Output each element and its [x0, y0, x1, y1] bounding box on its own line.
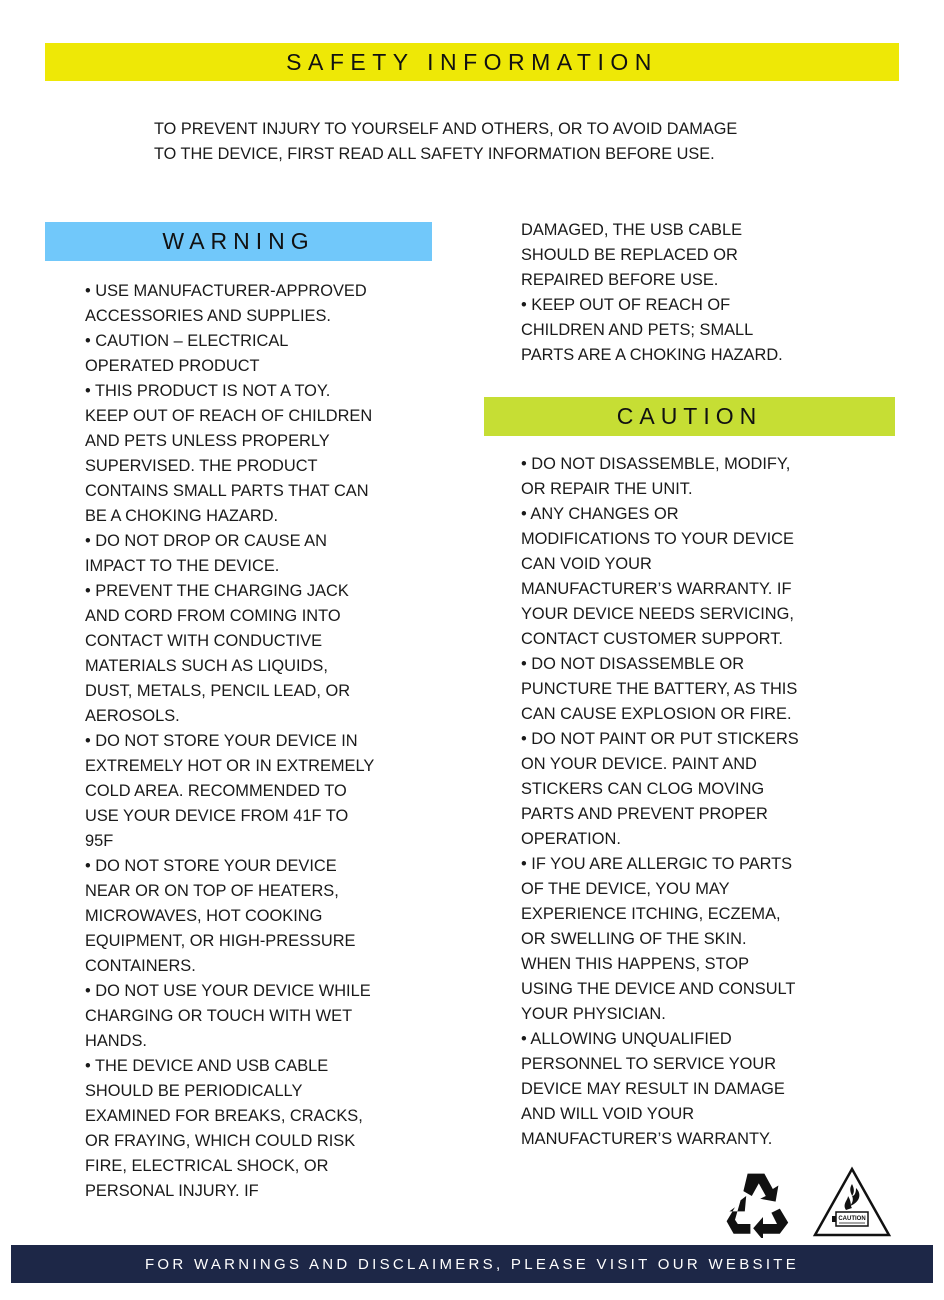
- list-item-line: IMPACT TO THE DEVICE.: [85, 557, 280, 575]
- list-item-line: CONTACT CUSTOMER SUPPORT.: [521, 630, 783, 648]
- list-item-line: AEROSOLS.: [85, 707, 180, 725]
- intro-text: [154, 117, 814, 167]
- list-item-line: OPERATION.: [521, 830, 621, 848]
- list-item-line: CHARGING OR TOUCH WITH WET: [85, 1007, 353, 1025]
- list-item-line: • CAUTION – ELECTRICAL: [85, 332, 289, 350]
- list-item-line: STICKERS CAN CLOG MOVING: [521, 780, 765, 798]
- list-item-line: HANDS.: [85, 1032, 147, 1050]
- list-item-line: USING THE DEVICE AND CONSULT: [521, 980, 796, 998]
- warning-title: WARNING: [162, 228, 315, 254]
- list-item-line: ACCESSORIES AND SUPPLIES.: [85, 307, 331, 325]
- list-item-line: DEVICE MAY RESULT IN DAMAGE: [521, 1080, 785, 1098]
- list-item-line: EXPERIENCE ITCHING, ECZEMA,: [521, 905, 781, 923]
- list-item-line: • ANY CHANGES OR: [521, 505, 679, 523]
- safety-title-bar: [45, 43, 899, 81]
- list-item-line: • IF YOU ARE ALLERGIC TO PARTS: [521, 855, 793, 873]
- list-item-line: • PREVENT THE CHARGING JACK: [85, 582, 349, 600]
- list-item-line: • DO NOT PAINT OR PUT STICKERS: [521, 730, 799, 748]
- list-item-line: MATERIALS SUCH AS LIQUIDS,: [85, 657, 328, 675]
- list-item-line: • THIS PRODUCT IS NOT A TOY.: [85, 382, 331, 400]
- list-item-line: PERSONNEL TO SERVICE YOUR: [521, 1055, 777, 1073]
- list-item-line: • DO NOT DISASSEMBLE OR: [521, 655, 745, 673]
- list-item-line: OR REPAIR THE UNIT.: [521, 480, 693, 498]
- caution-title: CAUTION: [616, 403, 763, 429]
- list-item-line: SUPERVISED. THE PRODUCT: [85, 457, 318, 475]
- list-item-line: PERSONAL INJURY. IF: [85, 1182, 259, 1200]
- list-item-line: COLD AREA. RECOMMENDED TO: [85, 782, 347, 800]
- caution-lithium-battery-icon: [812, 1166, 892, 1238]
- list-item-line: AND PETS UNLESS PROPERLY: [85, 432, 330, 450]
- list-item-line: • ALLOWING UNQUALIFIED: [521, 1030, 732, 1048]
- list-item-line: BE A CHOKING HAZARD.: [85, 507, 279, 525]
- list-item-line: MANUFACTURER’S WARRANTY. IF: [521, 580, 792, 598]
- list-item-line: SHOULD BE REPLACED OR: [521, 246, 738, 264]
- caution-list: [521, 452, 821, 1152]
- intro-line: TO THE DEVICE, FIRST READ ALL SAFETY INFORMATION BEFORE USE.: [154, 145, 715, 163]
- list-item-line: 95F: [85, 832, 114, 850]
- list-item-line: DAMAGED, THE USB CABLE: [521, 221, 743, 239]
- list-item-line: OF THE DEVICE, YOU MAY: [521, 880, 730, 898]
- list-item-line: SHOULD BE PERIODICALLY: [85, 1082, 303, 1100]
- list-item-line: YOUR DEVICE NEEDS SERVICING,: [521, 605, 794, 623]
- footer-bar: [11, 1245, 933, 1283]
- warning-list-continued: [521, 218, 821, 368]
- list-item-line: NEAR OR ON TOP OF HEATERS,: [85, 882, 339, 900]
- list-item-line: EXAMINED FOR BREAKS, CRACKS,: [85, 1107, 363, 1125]
- list-item-line: • KEEP OUT OF REACH OF: [521, 296, 731, 314]
- list-item-line: PARTS ARE A CHOKING HAZARD.: [521, 346, 783, 364]
- list-item-line: KEEP OUT OF REACH OF CHILDREN: [85, 407, 373, 425]
- list-item-line: • DO NOT DROP OR CAUSE AN: [85, 532, 327, 550]
- list-item-line: • DO NOT STORE YOUR DEVICE IN: [85, 732, 358, 750]
- list-item-line: OR FRAYING, WHICH COULD RISK: [85, 1132, 356, 1150]
- list-item-line: REPAIRED BEFORE USE.: [521, 271, 719, 289]
- list-item-line: CONTAINERS.: [85, 957, 196, 975]
- list-item-line: CONTACT WITH CONDUCTIVE: [85, 632, 323, 650]
- list-item-line: EQUIPMENT, OR HIGH-PRESSURE: [85, 932, 356, 950]
- list-item-line: EXTREMELY HOT OR IN EXTREMELY: [85, 757, 375, 775]
- recycle-icon: [720, 1168, 792, 1238]
- list-item-line: • THE DEVICE AND USB CABLE: [85, 1057, 329, 1075]
- list-item-line: • DO NOT STORE YOUR DEVICE: [85, 857, 337, 875]
- list-item-line: USE YOUR DEVICE FROM 41F TO: [85, 807, 349, 825]
- list-item-line: OR SWELLING OF THE SKIN.: [521, 930, 747, 948]
- footer-text: FOR WARNINGS AND DISCLAIMERS, PLEASE VISIT OUR WEBSITE: [144, 1255, 800, 1273]
- list-item-line: AND CORD FROM COMING INTO: [85, 607, 341, 625]
- list-item-line: OPERATED PRODUCT: [85, 357, 260, 375]
- list-item-line: AND WILL VOID YOUR: [521, 1105, 695, 1123]
- list-item-line: • DO NOT DISASSEMBLE, MODIFY,: [521, 455, 791, 473]
- page-title: SAFETY INFORMATION: [286, 48, 658, 75]
- list-item-line: MICROWAVES, HOT COOKING: [85, 907, 323, 925]
- list-item-line: CAN CAUSE EXPLOSION OR FIRE.: [521, 705, 792, 723]
- list-item-line: PARTS AND PREVENT PROPER: [521, 805, 768, 823]
- list-item-line: WHEN THIS HAPPENS, STOP: [521, 955, 749, 973]
- list-item-line: ON YOUR DEVICE. PAINT AND: [521, 755, 757, 773]
- warning-header: [45, 222, 432, 261]
- list-item-line: CHILDREN AND PETS; SMALL: [521, 321, 754, 339]
- list-item-line: PUNCTURE THE BATTERY, AS THIS: [521, 680, 798, 698]
- list-item-line: MODIFICATIONS TO YOUR DEVICE: [521, 530, 794, 548]
- intro-line: TO PREVENT INJURY TO YOURSELF AND OTHERS, OR TO AVOID DAMAGE: [154, 120, 738, 138]
- list-item-line: FIRE, ELECTRICAL SHOCK, OR: [85, 1157, 329, 1175]
- list-item-line: • DO NOT USE YOUR DEVICE WHILE: [85, 982, 371, 1000]
- list-item-line: CAN VOID YOUR: [521, 555, 652, 573]
- list-item-line: • USE MANUFACTURER-APPROVED: [85, 282, 367, 300]
- caution-sign-label: CAUTION: [838, 1216, 866, 1222]
- warning-list: [85, 279, 405, 1204]
- list-item-line: DUST, METALS, PENCIL LEAD, OR: [85, 682, 351, 700]
- caution-header: [484, 397, 895, 436]
- list-item-line: CONTAINS SMALL PARTS THAT CAN: [85, 482, 369, 500]
- list-item-line: MANUFACTURER’S WARRANTY.: [521, 1130, 773, 1148]
- list-item-line: YOUR PHYSICIAN.: [521, 1005, 666, 1023]
